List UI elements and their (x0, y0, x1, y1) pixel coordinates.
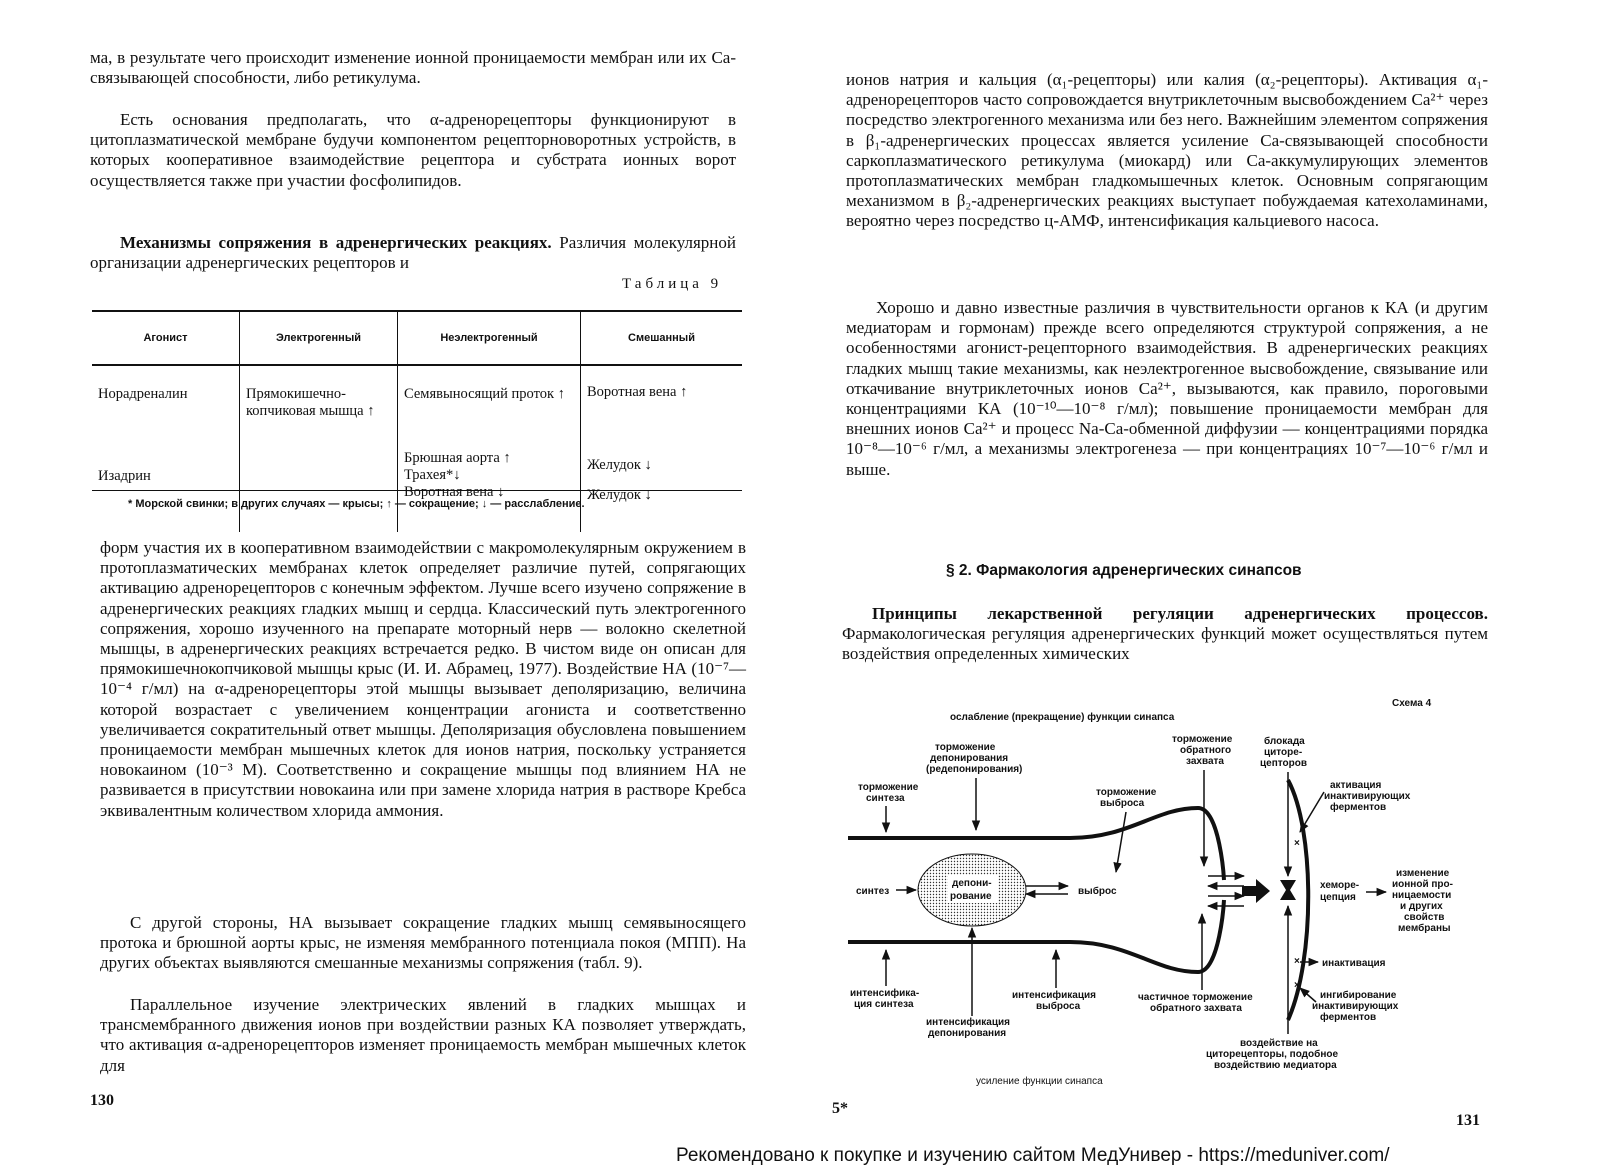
i-release-2: выброса (1036, 1001, 1081, 1012)
release-label: выброс (1078, 886, 1117, 897)
table-cell: Норадреналин (98, 386, 188, 402)
change-4: и других (1400, 901, 1443, 912)
left-para-4: форм участия их в кооперативном взаимодействии с макромолекулярным окружением в протоплазматических мембранах клеток определяет различие путей, сопрягающих активацию адренорецепторов с конечным эффектом. Лучше всего изучено сопряжение в адренергических реакциях гладких мышц и сердца. Классический путь электрогенного сопряжения, хорошо изученного на препарате моторный нерв — волокно скелетной мышцы, в адренергических реакциях встречается редко. В чистом виде он описан для прямокишечнокопчиковой мышцы крыс (И. И. Абрамец, 1977). Воздействие НА (10⁻⁷—10⁻⁴ г/мл) на α-адренорецепторы этой мышцы вызывает деполяризацию, величина которой возрастает с увеличением концентрации агониста и соответственно увеличивается сократительный ответ мышцы. Деполяризация обусловлена повышением проницаемости мембран мышечных клеток для ионов натрия, поскольку устраняется новокаином (10⁻³ М). Соответственно и сокращение мышцы под влиянием НА не развивается в присутствии новокаина или при замене хлорида натрия в растворе Кребса эквивалентным количеством хлорида аммония. (100, 538, 746, 820)
change-3: ницаемости (1392, 890, 1452, 901)
inhibit-2: инактивирующих (1312, 1001, 1399, 1012)
effect-2: циторецепторы, подобное (1206, 1049, 1339, 1060)
inhibit-cross: × (1294, 980, 1300, 991)
right-page (800, 0, 1600, 1176)
big-arrow (1242, 879, 1270, 903)
table-row (92, 446, 742, 532)
table-cell: Желудок ↓ Желудок ↓ (581, 446, 743, 532)
change-5: свойств (1404, 912, 1445, 923)
t-reuptake-2: обратного (1180, 745, 1232, 756)
left-para-3-text: Различия молекулярной организации адренергических рецепторов и (90, 233, 736, 273)
i-depon-1: интенсификация (926, 1017, 1010, 1028)
t-release-2: выброса (1100, 798, 1145, 809)
left-para-3-heading: Механизмы сопряжения в адренергических реакциях. (120, 233, 552, 252)
t-activ-1: активация (1330, 780, 1382, 791)
table-header-row (92, 311, 742, 365)
partial-1: частичное торможение (1138, 992, 1253, 1003)
t-block-2: циторе- (1264, 747, 1303, 758)
inactivation-label: инактивация (1322, 958, 1386, 969)
table-cell: Изадрин (98, 468, 151, 484)
table-header-cell: Смешанный (581, 311, 743, 365)
chemoreception-label-2: цепция (1320, 892, 1356, 903)
t-block-1: блокада (1264, 736, 1305, 747)
right-para-2: Хорошо и давно известные различия в чувствительности органов к КА (и другим медиаторам и гормонам) прежде всего определяются структурой сопряжения, а не особенностями агонист-рецепторного взаимодействия. В адренергических реакциях гладких мышц такие механизмы, как неэлектрогенное высвобождение, связывание или откачивание внутриклеточных ионов Са²⁺, вызываются, как правило, пороговыми концентрациями КА (10⁻¹⁰—10⁻⁸ г/мл); повышение проницаемости мембран для внешних ионов Са²⁺ и процесс Na-Са-обменной диффузии — концентрациями порядка 10⁻⁸—10⁻⁶ г/мл, а механизмы электрогенеза — при концентрациях 10⁻⁷—10⁻⁶ г/мл и выше. (846, 298, 1488, 479)
meduniver-credit: Рекомендовано к покупке и изучению сайтом МедУнивер - https://meduniver.com/ (676, 1145, 1390, 1166)
change-2: ионной про- (1392, 879, 1453, 890)
scheme-4-diagram (800, 680, 1600, 1100)
signature-mark: 5* (832, 1100, 848, 1117)
table-label: Таблица 9 (622, 276, 723, 292)
depot-label-1: депони- (952, 878, 992, 889)
table-cell (240, 446, 398, 532)
change-6: мембраны (1398, 923, 1451, 934)
table-cell: Прямокишечно-копчиковая мышца ↑ (240, 365, 398, 446)
activ-cross: × (1294, 838, 1300, 849)
partial-2: обратного захвата (1150, 1003, 1242, 1014)
table-cell: Воротная вена ↑ (581, 365, 743, 446)
scheme-label: Схема 4 (1392, 698, 1432, 709)
chemoreception-label-1: хеморе- (1320, 880, 1360, 891)
right-page-number: 131 (1456, 1112, 1480, 1129)
effect-1: воздействие на (1240, 1038, 1318, 1049)
t-synth-1: торможение (858, 782, 919, 793)
scheme-top-title: ослабление (прекращение) функции синапса (950, 712, 1175, 723)
left-para-3 (90, 233, 736, 273)
t-activ-2: инактивирующих (1324, 791, 1411, 802)
change-1: изменение (1396, 868, 1450, 879)
table-header-cell: Неэлектрогенный (398, 311, 581, 365)
right-para-3 (842, 604, 1488, 665)
t-depon-2: депонирования (930, 753, 1009, 764)
left-para-5: С другой стороны, НА вызывает сокращение гладких мышц семявыносящего протока и брюшной аорты крыс, не изменяя мембранного потенциала покоя (МПП). На других объектах выявляются смешанные механизмы сопряжения (табл. 9). (100, 913, 746, 973)
t-reuptake-3: захвата (1186, 756, 1224, 767)
t-block-3: цепторов (1260, 758, 1307, 769)
table-cell: Брюшная аорта ↑ Трахея*↓ Воротная вена ↓ (398, 446, 581, 532)
i-synth-1: интенсифика- (850, 988, 920, 999)
receptor-symbol (1280, 880, 1296, 900)
table-header-cell: Электрогенный (240, 311, 398, 365)
inhibit-arrow (1300, 988, 1316, 1002)
left-page-number: 130 (90, 1092, 114, 1109)
t-release-1: торможение (1096, 787, 1157, 798)
scheme-bottom-title: усиление функции синапса (976, 1076, 1103, 1087)
t-synth-2: синтеза (866, 793, 905, 804)
table-bottom-rule (92, 490, 742, 491)
right-para-3-heading: Принципы лекарственной регуляции адренергических процессов. (872, 604, 1488, 623)
i-depon-2: депонирования (928, 1028, 1007, 1039)
t-activ-3: ферментов (1330, 802, 1387, 813)
right-para-1: ионов натрия и кальция (α₁-рецепторы) или калия (α₂-рецепторы). Активация α₁-адренорецепторов часто сопровождается внутриклеточным высвобождением Са²⁺ через посредство электрогенного механизма или без него. Важнейшим элементом сопряжения в β₁-адренергических процессах является усиление Са-связывающей способности саркоплазматического ретикулума (миокард) или Са-аккумулирующих элементов протоплазматических мембран гладкомышечных клеток. Основным сопрягающим механизмом в β₂-адренергических реакциях выступает побуждаемая катехоламинами, вероятно через посредство ц-АМФ, интенсификация кальциевого насоса. (846, 70, 1488, 231)
inactivation-cross: × (1294, 956, 1300, 967)
axon-upper-membrane (848, 808, 1224, 880)
axon-lower-membrane (848, 900, 1224, 972)
table-row (92, 365, 742, 446)
t-depon-1: торможение (935, 742, 996, 753)
t-release-arrow (1116, 812, 1126, 872)
inhibit-1: ингибирование (1320, 990, 1397, 1001)
left-para-2: Есть основания предполагать, что α-адренорецепторы функционируют в цитоплазматической мембране будучи компонентом рецепторноворотных устройств, в которых кооперативное взаимодействие рецептора и субстрата ионных ворот осуществляется также при участии фосфолипидов. (90, 110, 736, 190)
table-header-cell: Агонист (92, 311, 240, 365)
inhibit-3: ферментов (1320, 1012, 1377, 1023)
left-para-6: Параллельное изучение электрических явлений в гладких мышцах и трансмембранного движения ионов при воздействии разных КА позволяет утверждать, что активация α-адренорецепторов изменяет проницаемость мембран мышечных клеток для (100, 995, 746, 1075)
table-cell: Семявыносящий проток ↑ (398, 365, 581, 446)
t-reuptake-1: торможение (1172, 734, 1233, 745)
t-depon-3: (редепонирования) (926, 764, 1023, 775)
right-para-3-text: Фармакологическая регуляция адренергических функций может осуществляться путем воздействия определенных химических (842, 624, 1488, 664)
t-activ-arrow (1300, 792, 1324, 832)
synthesis-label: синтез (856, 886, 890, 897)
section-heading: § 2. Фармакология адренергических синапсов (946, 562, 1302, 579)
left-para-1: ма, в результате чего происходит изменение ионной проницаемости мембран или их Са-связывающей способности, либо ретикулума. (90, 48, 736, 88)
effect-3: воздействию медиатора (1214, 1060, 1337, 1071)
i-synth-2: ция синтеза (854, 999, 914, 1010)
depot-label-2: рование (950, 891, 992, 902)
i-release-1: интенсификация (1012, 990, 1096, 1001)
table-footnote: * Морской свинки; в других случаях — крысы; ↑ — сокращение; ↓ — расслабление. (128, 498, 585, 510)
